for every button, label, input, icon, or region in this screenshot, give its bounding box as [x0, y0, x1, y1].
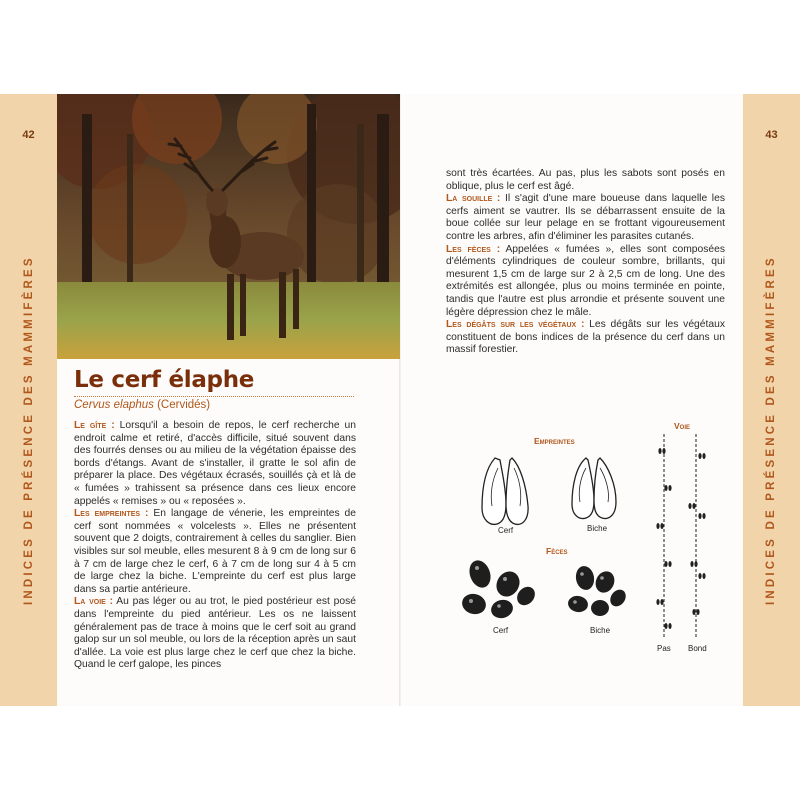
family-name: (Cervidés)	[153, 399, 211, 411]
right-side-title: INDICES DE PRÉSENCE DES MAMMIFÈRES	[765, 255, 777, 605]
latin-name: Cervus elaphus	[74, 399, 154, 411]
biche-feces-drawing	[567, 565, 629, 616]
bond-track-marks	[688, 453, 705, 615]
right-page-number: 43	[765, 129, 778, 141]
article-title: Le cerf élaphe	[74, 367, 255, 393]
biche-feces-label: Biche	[590, 626, 611, 635]
left-page-number: 42	[22, 129, 35, 141]
voie-track-drawing	[664, 434, 696, 638]
paragraph-degats	[446, 319, 725, 357]
paragraph-empreintes	[74, 508, 356, 596]
track-illustrations	[440, 416, 730, 656]
text-continuation: sont très écartées. Au pas, plus les sabots sont posés en oblique, plus le cerf est âgé.	[446, 168, 725, 192]
term-souille: La souille :	[446, 193, 501, 205]
term-feces: Les fèces :	[446, 243, 501, 255]
left-text-column	[74, 420, 356, 672]
cerf-footprint-drawing	[482, 458, 528, 524]
right-text-column	[446, 168, 725, 357]
voie-header: Voie	[674, 421, 691, 431]
cerf-feces-drawing	[460, 557, 539, 620]
article-subtitle	[74, 399, 210, 411]
feces-header: Fèces	[546, 546, 568, 556]
text-empreintes: En langage de vénerie, les empreintes de cerf sont nommées « volcelests ». Elles ne présentent souvent que 2 doigts, contrairement à celles du sanglier. Bien visibles sur sol meuble, elles mesurent 8 à 9 cm de long sur 6 à 7 cm de large chez le cerf, 6 à 7 cm de long sur 4 à 5 cm de large chez la biche. L'empreinte du cerf est plus large dans sa partie antérieure.	[74, 508, 356, 595]
book-spread	[0, 94, 800, 706]
biche-footprint-label: Biche	[587, 524, 608, 533]
bond-label: Bond	[688, 644, 707, 653]
red-deer-photo	[57, 94, 400, 359]
cerf-feces-label: Cerf	[493, 626, 509, 635]
text-degats: Les dégâts sur les végétaux constituent de bons indices de la présence du cerf dans un massif forestier.	[446, 319, 725, 356]
term-degats: Les dégâts sur les végétaux :	[446, 319, 585, 331]
text-souille: Il s'agit d'une mare boueuse dans laquelle les cerfs aiment se vautrer. Ils se débarrassent ensuite de la boue collée sur leur pelage en se frottant vigoureusement contre les arbres, afin d'éliminer les parasites cutanés.	[446, 193, 725, 242]
empreintes-header: Empreintes	[534, 436, 575, 446]
paragraph-continuation	[446, 168, 725, 193]
term-voie: La voie :	[74, 596, 114, 608]
pas-label: Pas	[657, 644, 671, 653]
text-feces: Appelées « fumées », elles sont composées d'éléments cylindriques de couleur sombre, brillants, qui mesurent 1,5 cm de large sur 2 à 2,5 cm de long. Une des extrémités est allongée, plus ou moins terminée en pointe, tandis que l'autre est plus arrondie et présente souvent une légère dépression chez le mâle.	[446, 243, 725, 318]
text-gite: Lorsqu'il a besoin de repos, le cerf recherche un endroit calme et retiré, d'accès difficile, situé souvent dans des fourrés denses ou au milieu de la végétation épaisse des bords d'étangs. Avant de s'installer, il gratte le sol afin de préparer la place. Des végétaux écrasés, souillés çà et là de « fumées » trahissent sa présence dans ces lieux encore appelés « remises » ou « reposées ».	[74, 420, 356, 507]
term-empreintes: Les empreintes :	[74, 508, 149, 520]
cerf-footprint-label: Cerf	[498, 526, 514, 535]
title-divider	[74, 396, 354, 397]
left-side-title: INDICES DE PRÉSENCE DES MAMMIFÈRES	[23, 255, 35, 605]
paragraph-voie	[74, 596, 356, 672]
text-voie: Au pas léger ou au trot, le pied postérieur est posé dans l'empreinte du pied antérieur. Les os ne laissent généralement pas de trace à moins que le cerf soit au grand galop sur un sol meuble, ou lors de la réception après un saut d'allée. La voie est plus large chez le cerf que chez la biche. Quand le cerf galope, les pinces	[74, 596, 356, 671]
paragraph-feces	[446, 244, 725, 320]
paragraph-souille	[446, 193, 725, 243]
biche-footprint-drawing	[572, 458, 616, 518]
paragraph-gite	[74, 420, 356, 508]
term-gite: Le gîte :	[74, 420, 115, 431]
